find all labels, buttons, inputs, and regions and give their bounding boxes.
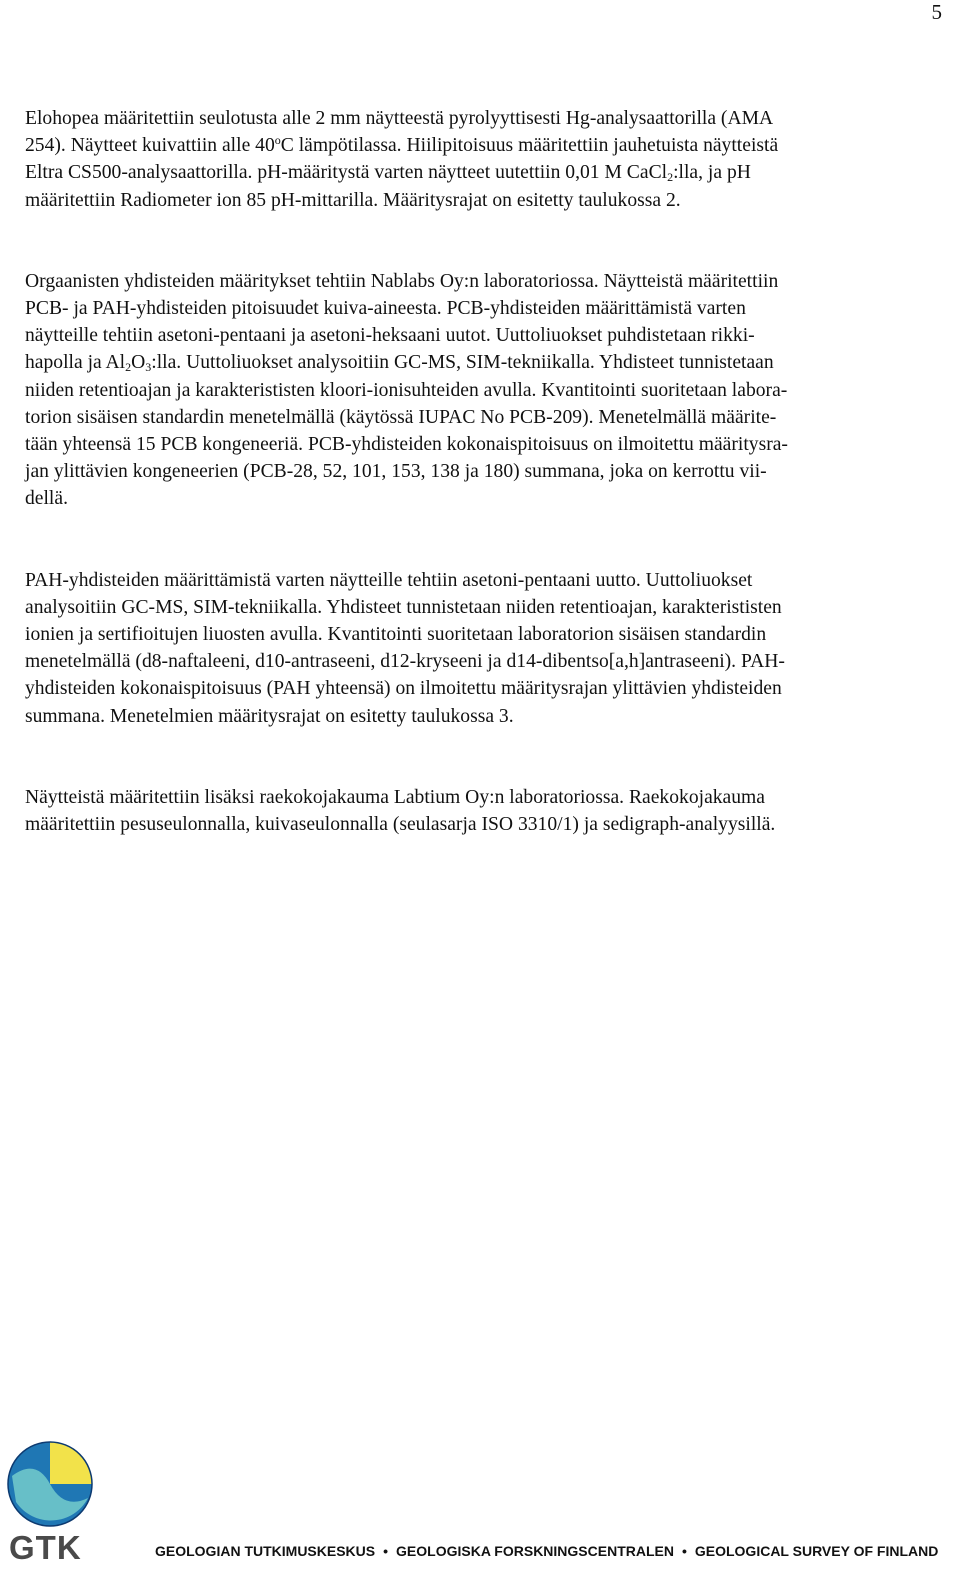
separator-bullet: •	[383, 1543, 389, 1559]
text-line: määritettiin pesuseulonnalla, kuivaseulonnalla (seulasarja ISO 3310/1) ja sedigraph-analyysillä.	[25, 814, 776, 836]
gtk-globe-logo-icon	[6, 1440, 94, 1528]
paragraph-grain-size	[25, 784, 945, 838]
org-name-swedish: GEOLOGISKA FORSKNINGSCENTRALEN	[396, 1543, 674, 1559]
subscript: 3	[145, 360, 152, 375]
text-line: hapolla ja $Al_2O_3:lla$. Uuttoliuokset analysoitiin GC-MS, SIM-tekniikalla. Yhdisteet tunnistetaan	[25, 352, 774, 375]
text-line: PAH-yhdisteiden määrittämistä varten näytteille tehtiin asetoni-pentaani uutto. Uuttoliuokset	[25, 569, 753, 591]
paragraph-pah-methods	[25, 567, 945, 730]
separator-bullet: •	[681, 1543, 687, 1559]
page-footer	[0, 1430, 960, 1579]
document-body	[25, 105, 945, 838]
text-line: Näytteistä määritettiin lisäksi raekokojakauma Labtium Oy:n laboratoriossa. Raekokojakauma	[25, 786, 765, 808]
text-line: määritettiin Radiometer ion 85 pH-mittarilla. Määritysrajat on esitetty taulukossa 2.	[25, 189, 681, 211]
text-line: tään yhteensä 15 PCB kongeneeriä. PCB-yhdisteiden kokonaispitoisuus on ilmoitettu määritysra-	[25, 434, 788, 456]
org-name-finnish: GEOLOGIAN TUTKIMUSKESKUS	[155, 1543, 376, 1559]
paragraph-organic-compounds	[25, 268, 945, 513]
text-line: torion sisäisen standardin menetelmällä (käytössä IUPAC No PCB-209). Menetelmällä määrite-	[25, 406, 777, 428]
subscript: 2	[667, 170, 674, 185]
organization-names	[155, 1542, 950, 1560]
gtk-logo-text: GTK	[9, 1529, 82, 1566]
text-line: yhdisteiden kokonaispitoisuus (PAH yhteensä) on ilmoitettu määritysrajan ylittävien yhdisteiden	[25, 678, 782, 700]
text-line: analysoitiin GC-MS, SIM-tekniikalla. Yhdisteet tunnistetaan niiden retentioajan, karakterististen	[25, 596, 782, 618]
degree-superscript: o	[274, 133, 281, 148]
org-name-english: GEOLOGICAL SURVEY OF FINLAND	[694, 1543, 939, 1559]
page-number: 5	[931, 0, 942, 24]
text-line: näytteille tehtiin asetoni-pentaani ja asetoni-heksaani uutot. Uuttoliuokset puhdistetaan rikki-	[25, 325, 755, 347]
text-line: Eltra CS500-analysaattorilla. pH-määritystä varten näytteet uutettiin 0,01 M CaCl$_2$:lla, ja pH	[25, 162, 751, 185]
text-line: PCB- ja PAH-yhdisteiden pitoisuudet kuiva-aineesta. PCB-yhdisteiden määrittämistä varten	[25, 298, 746, 320]
text-line: ionien ja sertifioitujen liuosten avulla. Kvantitointi suoritetaan laboratorion sisäisen standardin	[25, 624, 767, 646]
text-line: niiden retentioajan ja karakterististen kloori-ionisuhteiden avulla. Kvantitointi suoritetaan labora-	[25, 379, 788, 401]
text-line: Elohopea määritettiin seulotusta alle 2 mm näytteestä pyrolyyttisesti Hg-analysaattorilla (AMA	[25, 108, 774, 129]
text-line: summana. Menetelmien määritysrajat on esitetty taulukossa 3.	[25, 705, 514, 727]
subscript: 2	[125, 360, 132, 375]
text-line: dellä.	[25, 488, 68, 510]
text-line: 254). Näytteet kuivattiin alle 40$^o$C lämpötilassa. Hiilipitoisuus määritettiin jauhetuista näytteistä	[25, 133, 779, 157]
paragraph-mercury-methods	[25, 105, 945, 214]
text-line: menetelmällä (d8-naftaleeni, d10-antraseeni, d12-kryseeni ja d14-dibentso[a,h]antraseeni). PAH-	[25, 651, 785, 673]
text-line: Orgaanisten yhdisteiden määritykset tehtiin Nablabs Oy:n laboratoriossa. Näytteistä määritettiin	[25, 270, 779, 292]
text-line: jan ylittävien kongeneerien (PCB-28, 52, 101, 153, 138 ja 180) summana, joka on kerrottu vii-	[25, 461, 767, 483]
